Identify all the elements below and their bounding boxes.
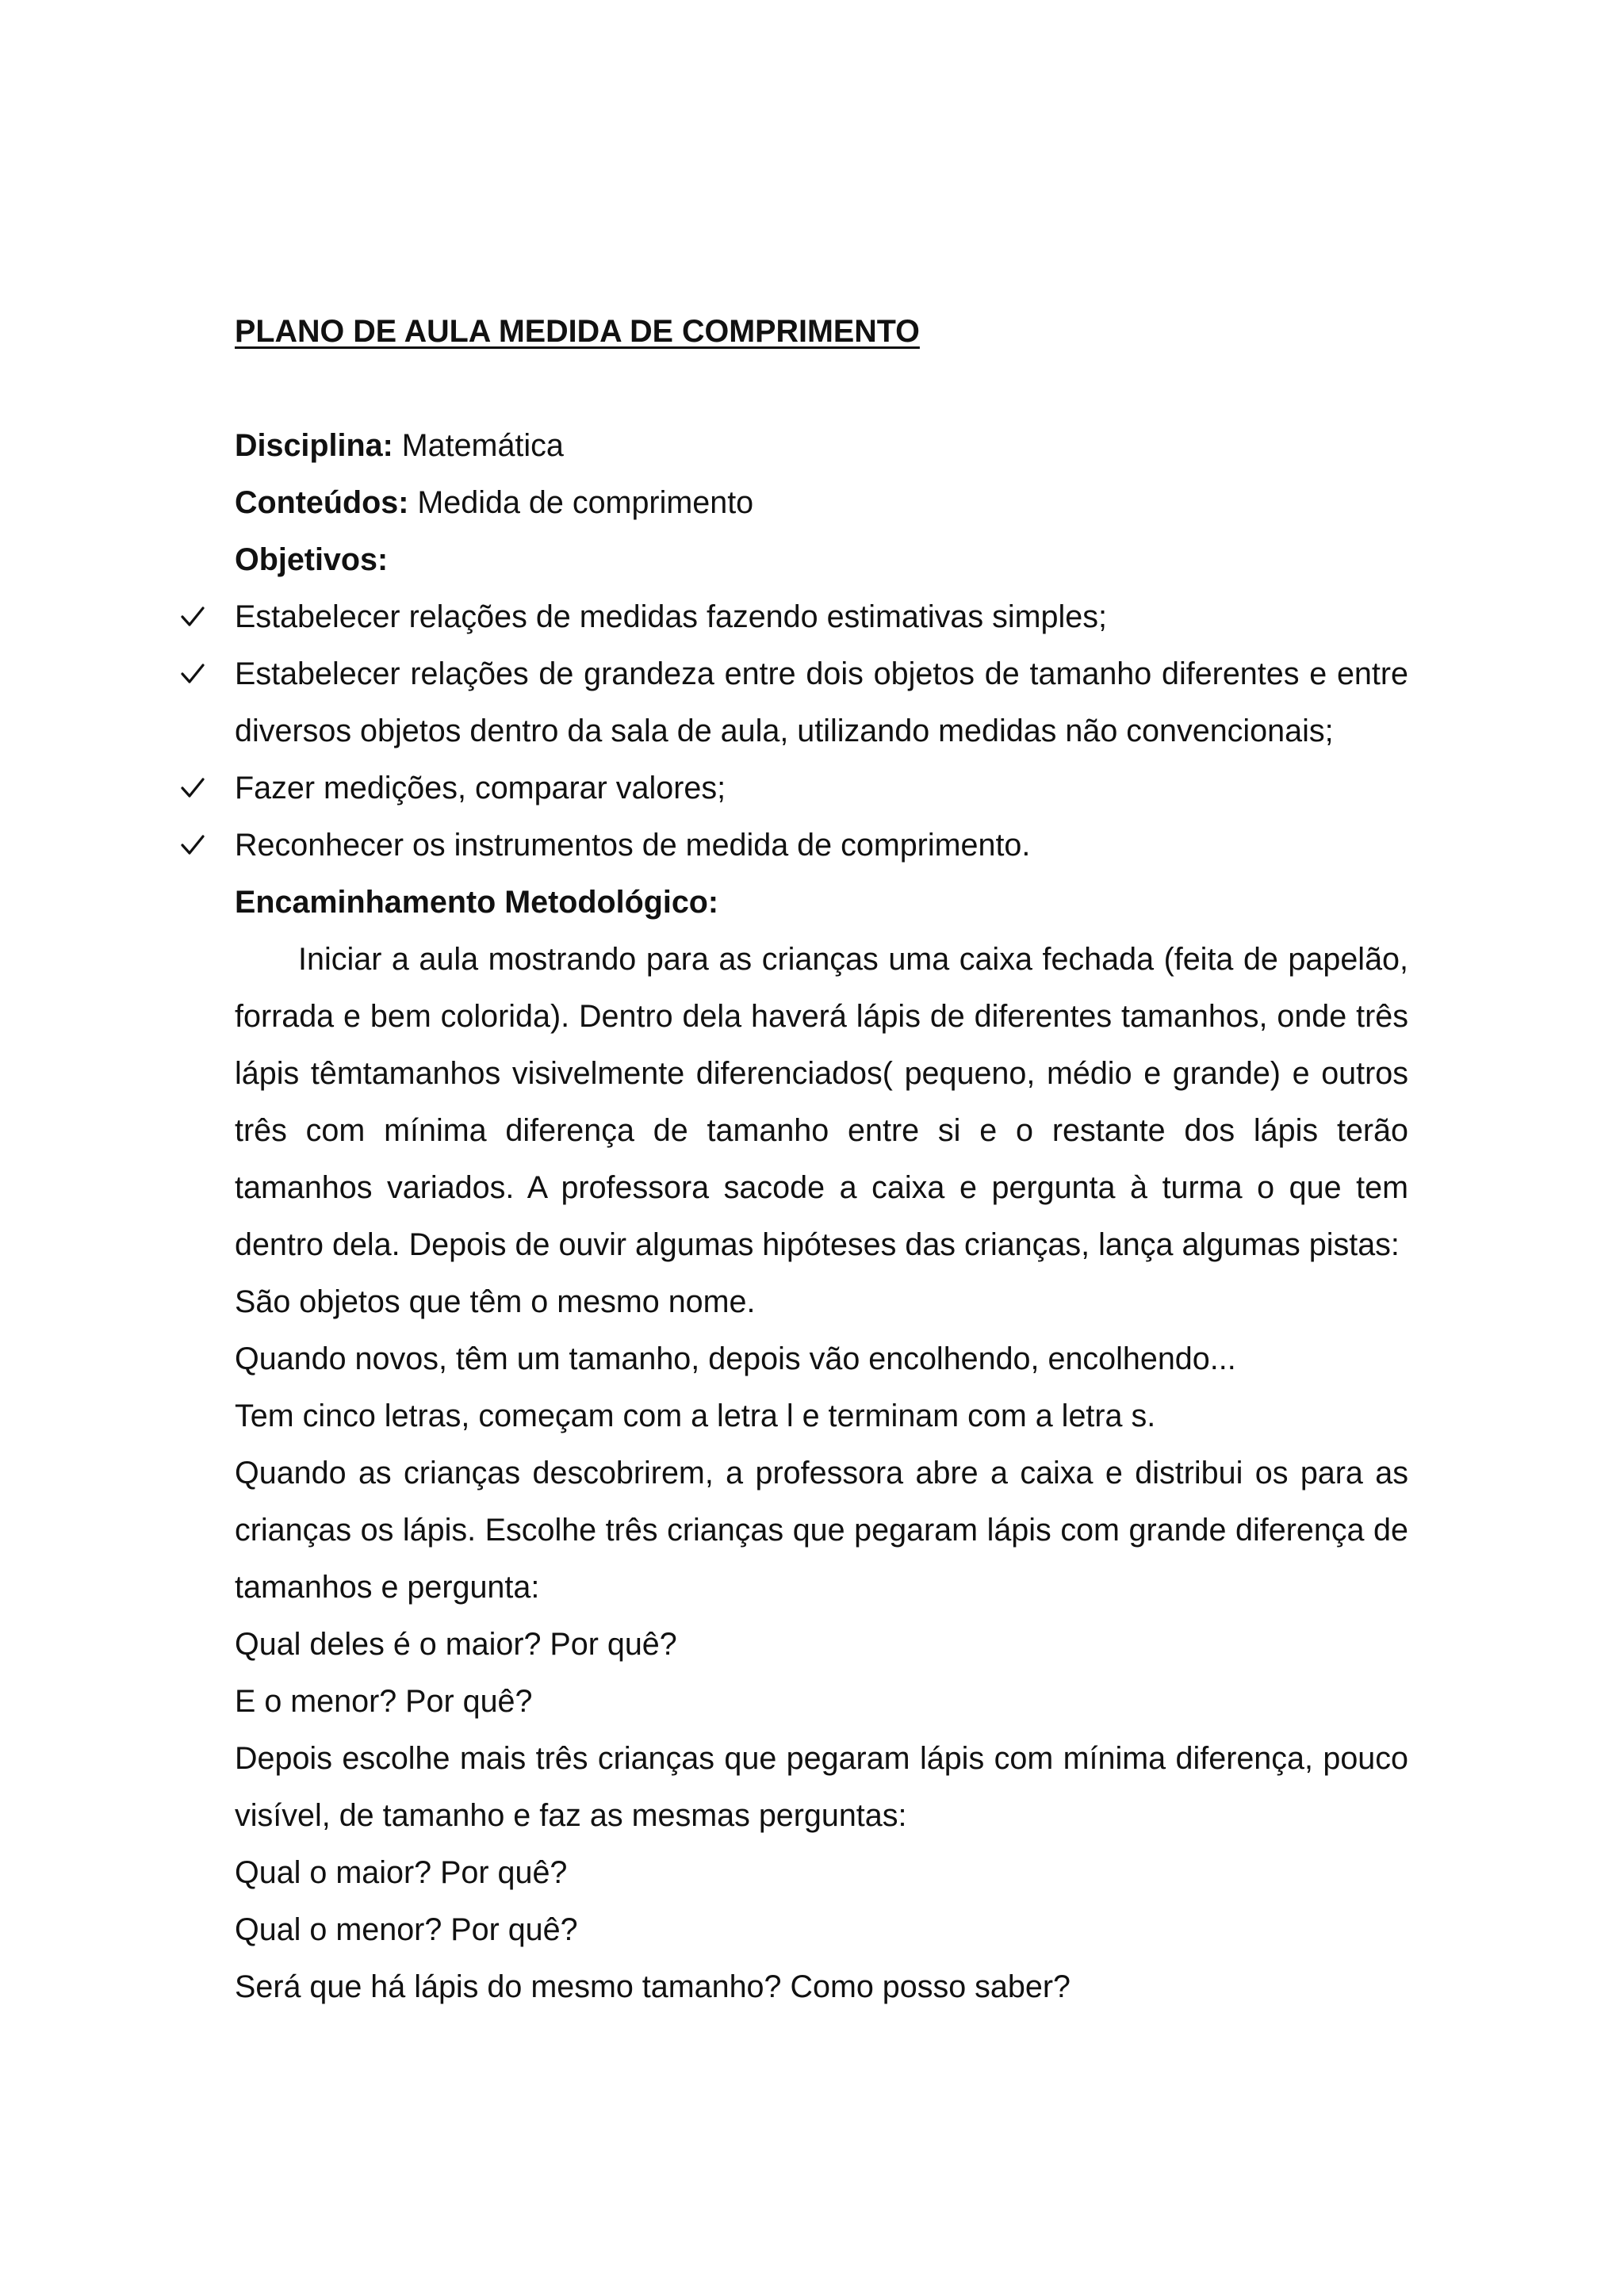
objectives-list [235,588,1408,874]
question-line: Qual o maior? Por quê? [235,1855,568,1890]
clue-line: Tem cinco letras, começam com a letra l e terminam com a letra s. [235,1399,1156,1433]
objetivos-heading: Objetivos: [235,542,389,577]
objective-item [235,760,1408,817]
document-content [235,303,1408,2015]
objective-text: Estabelecer relações de medidas fazendo estimativas simples; [235,599,1107,634]
checkmark-icon [181,817,213,874]
body-paragraph: Quando as crianças descobrirem, a professora abre a caixa e distribui os para as crianças os lápis. Escolhe três crianças que pegaram lápis com grande diferença de tamanhos e pergunta: [235,1456,1408,1605]
objective-text: Reconhecer os instrumentos de medida de comprimento. [235,828,1031,863]
conteudos-value: Medida de comprimento [417,485,754,520]
objective-item [235,645,1408,760]
objective-text: Fazer medições, comparar valores; [235,771,726,806]
objective-item [235,817,1408,874]
question-line: Qual deles é o maior? Por quê? [235,1627,677,1662]
checkmark-icon [181,588,213,645]
conteudos-field [235,474,1408,531]
clue-line: São objetos que têm o mesmo nome. [235,1284,756,1319]
spacer [235,360,1408,417]
question-line: Será que há lápis do mesmo tamanho? Como posso saber? [235,1969,1071,2004]
document-title: PLANO DE AULA MEDIDA DE COMPRIMENTO [235,314,920,349]
objective-item [235,588,1408,645]
encaminhamento-heading: Encaminhamento Metodológico: [235,885,719,920]
body-paragraph: Depois escolhe mais três crianças que pegaram lápis com mínima diferença, pouco visível, de tamanho e faz as mesmas perguntas: [235,1741,1408,1833]
objective-text: Estabelecer relações de grandeza entre dois objetos de tamanho diferentes e entre diversos objetos dentro da sala de aula, utilizando medidas não convencionais; [235,656,1408,748]
disciplina-value: Matemática [401,428,564,463]
intro-paragraph: Iniciar a aula mostrando para as crianças uma caixa fechada (feita de papelão, forrada e bem colorida). Dentro dela haverá lápis de diferentes tamanhos, onde três lápis têmtamanhos visivelmente diferenciados( pequeno, médio e grande) e outros três com mínima diferença de tamanho entre si e o restante dos lápis terão tamanhos variados. A professora sacode a caixa e pergunta à turma o que tem dentro dela. Depois de ouvir algumas hipóteses das crianças, lança algumas pistas: [235,942,1408,1262]
clue-line: Quando novos, têm um tamanho, depois vão encolhendo, encolhendo... [235,1341,1236,1376]
disciplina-label: Disciplina: [235,428,393,463]
question-line: Qual o menor? Por quê? [235,1912,578,1947]
checkmark-icon [181,645,213,702]
checkmark-icon [181,760,213,817]
disciplina-field [235,417,1408,474]
question-line: E o menor? Por quê? [235,1684,533,1719]
conteudos-label: Conteúdos: [235,485,409,520]
